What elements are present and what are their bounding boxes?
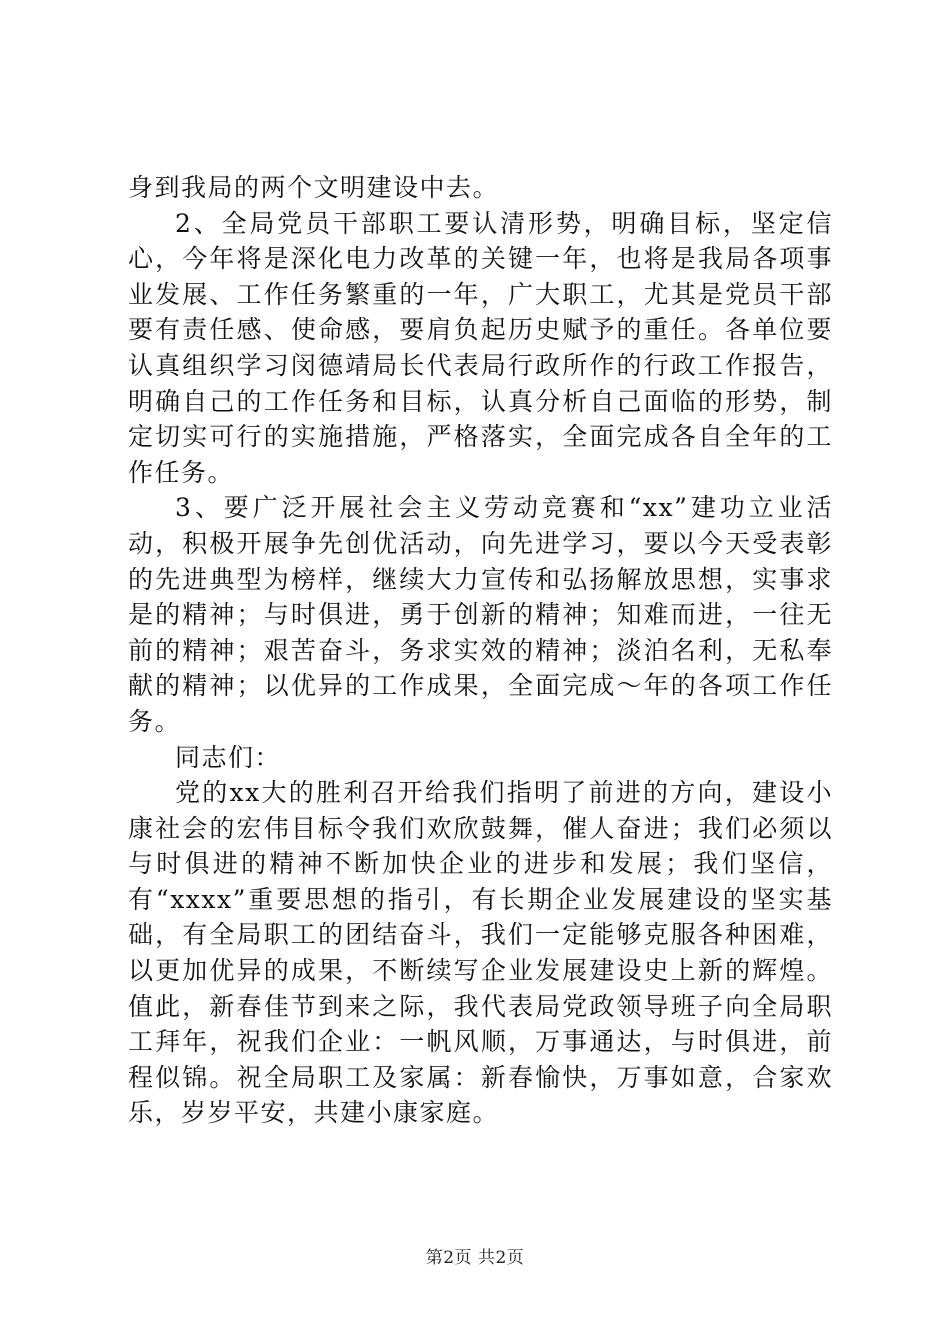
document-body [128,170,833,1131]
paragraph-closing: 党的xx大的胜利召开给我们指明了前进的方向，建设小康社会的宏伟目标令我们欢欣鼓舞，催人奋进；我们必须以与时俱进的精神不断加快企业的进步和发展；我们坚信，有“xxxx”重要思想的指引，有长期企业发展建设的坚实基础，有全局职工的团结奋斗，我们一定能够克服各种困难，以更加优异的成果，不断续写企业发展建设史上新的辉煌。值此，新春佳节到来之际，我代表局党政领导班子向全局职工拜年，祝我们企业：一帆风顺，万事通达，与时俱进，前程似锦。祝全局职工及家属：新春愉快，万事如意，合家欢乐，岁岁平安，共建小康家庭。 [128,778,833,1128]
paragraph-continuation: 身到我局的两个文明建设中去。 [128,173,500,202]
paragraph-salutation: 同志们： [175,742,282,772]
page-footer: 第2页 共2页 [425,1248,525,1268]
paragraph-item-2: 2、全局党员干部职工要认清形势，明确目标，坚定信心，今年将是深化电力改革的关键一年，也将是我局各项事业发展、工作任务繁重的一年，广大职工，尤其是党员干部要有责任感、使命感，要肩负起历史赋予的重任。各单位要认真组织学习闵德靖局长代表局行政所作的行政工作报告，明确自己的工作任务和目标，认真分析自己面临的形势，制定切实可行的实施措施，严格落实，全面完成各自全年的工作任务。 [128,208,833,487]
paragraph-item-3: 3、要广泛开展社会主义劳动竞赛和“xx”建功立业活动，积极开展争先创优活动，向先进学习，要以今天受表彰的先进典型为榜样，继续大力宣传和弘扬解放思想，实事求是的精神；与时俱进，勇于创新的精神；知难而进，一往无前的精神；艰苦奋斗，务求实效的精神；淡泊名利，无私奉献的精神；以优异的工作成果，全面完成～年的各项工作任务。 [128,493,833,736]
